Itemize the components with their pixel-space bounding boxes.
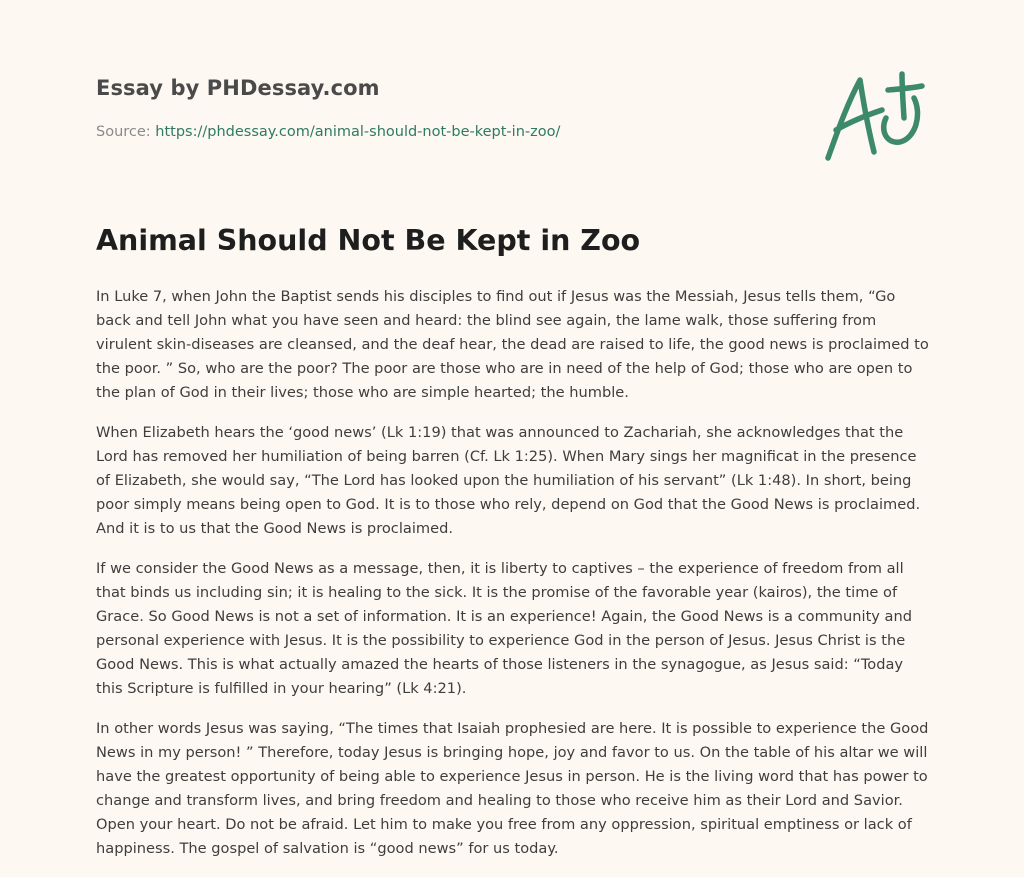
a-plus-logo-icon bbox=[816, 66, 928, 166]
essay-body bbox=[96, 285, 932, 877]
paragraph-3: If we consider the Good News as a message, then, it is liberty to captives – the experience of freedom from all that binds us including sin; it is healing to the sick. It is the promise of the favorable year (kairos), the time of Grace. So Good News is not a set of information. It is an experience! Again, the Good News is a community and personal experience with Jesus. It is the possibility to experience God in the person of Jesus. Jesus Christ is the Good News. This is what actually amazed the hearts of those listeners in the synagogue, as Jesus said: “Today this Scripture is fulfilled in your hearing” (Lk 4:21). bbox=[96, 560, 913, 697]
paragraph-2: When Elizabeth hears the ‘good news’ (Lk 1:19) that was announced to Zachariah, she acknowledges that the Lord has removed her humiliation of being barren (Cf. Lk 1:25). When Mary sings her magnificat in the presence of Elizabeth, she would say, “The Lord has looked upon the humiliation of his servant” (Lk 1:48). In short, being poor simply means being open to God. It is to those who rely, depend on God that the Good News is proclaimed. And it is to us that the Good News is proclaimed. bbox=[96, 424, 921, 537]
source-label: Source: bbox=[96, 124, 151, 140]
source-line bbox=[96, 124, 560, 140]
site-brand: Essay by PHDessay.com bbox=[96, 76, 380, 100]
source-link[interactable]: https://phdessay.com/animal-should-not-be-kept-in-zoo/ bbox=[155, 124, 561, 140]
essay-title: Animal Should Not Be Kept in Zoo bbox=[96, 224, 641, 257]
paragraph-4: In other words Jesus was saying, “The times that Isaiah prophesied are here. It is possible to experience the Good News in my person! ” Therefore, today Jesus is bringing hope, joy and favor to us. On the table of his altar we will have the greatest opportunity of being able to experience Jesus in person. He is the living word that has power to change and transform lives, and bring freedom and healing to those who receive him as their Lord and Savior. Open your heart. Do not be afraid. Let him to make you free from any oppression, spiritual emptiness or lack of happiness. The gospel of salvation is “good news” for us today. bbox=[96, 720, 929, 857]
paragraph-1: In Luke 7, when John the Baptist sends his disciples to find out if Jesus was the Messiah, Jesus tells them, “Go back and tell John what you have seen and heard: the blind see again, the lame walk, those suffering from virulent skin-diseases are cleansed, and the deaf hear, the dead are raised to life, the good news is proclaimed to the poor. ” So, who are the poor? The poor are those who are in need of the help of God; those who are open to the plan of God in their lives; those who are simple hearted; the humble. bbox=[96, 288, 929, 401]
